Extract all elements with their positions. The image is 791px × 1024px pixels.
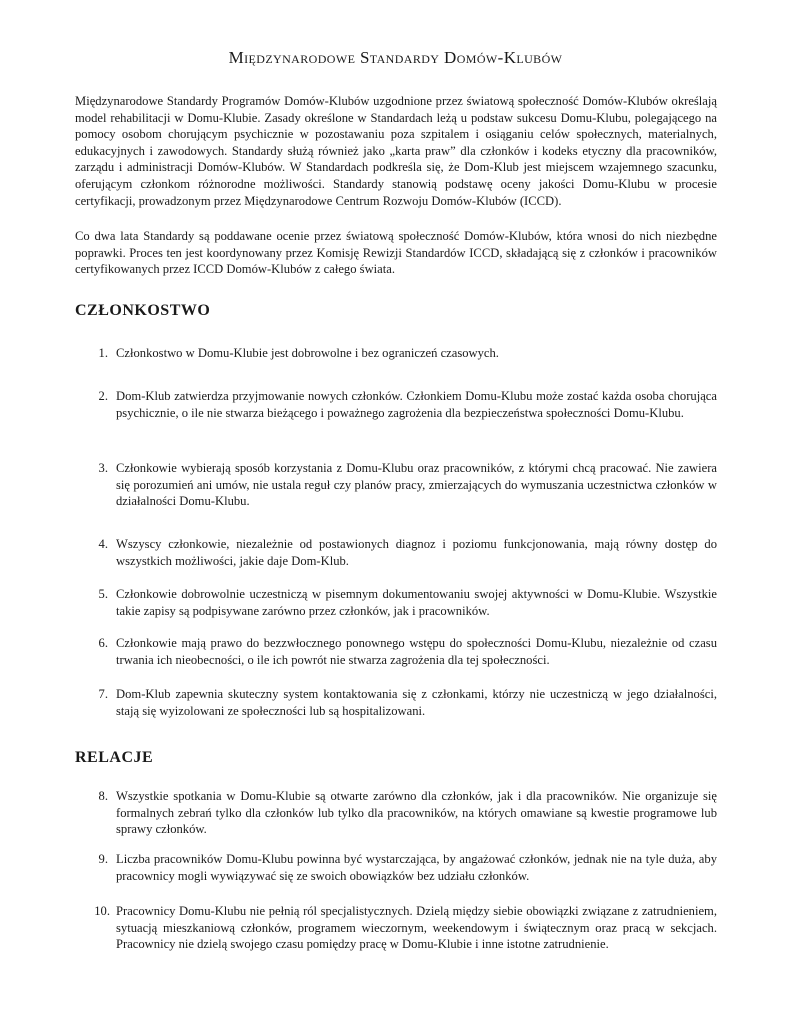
item-number: 9. (98, 852, 108, 866)
item-number: 3. (98, 461, 108, 475)
item-text: Członkowie wybierają sposób korzystania z Domu-Klubu oraz pracowników, z którymi chcą pracować. Nie zawiera się porozumień ani umów, nie ustala reguł czy planów pracy, zmierzających do wymuszania uczestnictwa członków w działalności Domu-Klubu. (116, 461, 717, 509)
item-text: Członkostwo w Domu-Klubie jest dobrowolne i bez ograniczeń czasowych. (116, 346, 499, 360)
item-number: 1. (98, 346, 108, 360)
item-text: Wszystkie spotkania w Domu-Klubie są otwarte zarówno dla członków, jak i dla pracowników. Nie organizuje się formalnych zebrań tylko dla członków lub tylko dla pracowników, na których omawiane są kwestie programowe lub sprawy członków. (116, 789, 717, 837)
item-text: Dom-Klub zatwierdza przyjmowanie nowych członków. Członkiem Domu-Klubu może zostać każda osoba chorująca psychicznie, o ile nie stwarza bieżącego i poważnego zagrożenia dla bezpieczeństwa społeczności Domu-Klubu. (116, 389, 717, 420)
standard-item-7 (95, 686, 717, 719)
standard-item-8 (95, 788, 717, 838)
item-number: 4. (98, 537, 108, 551)
item-number: 8. (98, 789, 108, 803)
standard-item-1 (95, 345, 717, 362)
item-text: Dom-Klub zapewnia skuteczny system kontaktowania się z członkami, którzy nie uczestniczą w jego działalności, stają się wyizolowani ze społeczności lub są hospitalizowani. (116, 687, 717, 718)
item-text: Pracownicy Domu-Klubu nie pełnią ról specjalistycznych. Dzielą między siebie obowiązki związane z zatrudnieniem, sytuacją mieszkaniową członków, programem wieczornym, weekendowym i świątecznym oraz pracą w sekcjach. Pracownicy nie dzielą swojego czasu pomiędzy pracę w Domu-Klubie i inne istotne zatrudnienie. (116, 904, 717, 952)
document-title: Międzynarodowe Standardy Domów-Klubów (228, 48, 563, 67)
standard-item-10 (95, 903, 717, 953)
item-number: 2. (98, 389, 108, 403)
item-text: Członkowie mają prawo do bezzwłocznego ponownego wstępu do społeczności Domu-Klubu, niezależnie od czasu trwania ich nieobecności, o ile ich powrót nie stwarza zagrożenia dla tej społeczności. (116, 636, 717, 667)
item-text: Członkowie dobrowolnie uczestniczą w pisemnym dokumentowaniu swojej aktywności w Domu-Klubie. Wszystkie takie zapisy są podpisywane zarówno przez członków, jak i pracowników. (116, 587, 717, 618)
item-number: 10. (94, 904, 110, 918)
section-heading-relations: RELACJE (75, 749, 154, 766)
item-number: 6. (98, 636, 108, 650)
standard-item-4 (95, 536, 717, 569)
standard-item-2 (95, 388, 717, 421)
item-text: Wszyscy członkowie, niezależnie od postawionych diagnoz i poziomu funkcjonowania, mają równy dostęp do wszystkich możliwości, jakie daje Dom-Klub. (116, 537, 717, 568)
section-heading-membership: CZŁONKOSTWO (75, 302, 211, 319)
item-text: Liczba pracowników Domu-Klubu powinna być wystarczająca, by angażować członków, jednak nie na tyle duża, aby pracownicy mogli wywiązywać się ze swoich obowiązków bez udziału członków. (116, 852, 717, 883)
standard-item-3 (95, 460, 717, 510)
intro-paragraph-1: Międzynarodowe Standardy Programów Domów-Klubów uzgodnione przez światową społeczność Domów-Klubów określają model rehabilitacji w Domu-Klubie. Zasady określone w Standardach leżą u podstaw sukcesu Domu-Klubu, polegającego na pomocy osobom chorującym psychicznie w pozostawaniu poza szpitalem i osiąganiu celów społecznych, materialnych, edukacyjnych i zawodowych. Standardy służą również jako „karta praw” dla członków i kodeks etyczny dla pracowników, zarządu i administracji Domów-Klubów. W Standardach podkreśla się, że Dom-Klub jest miejscem wzajemnego szacunku, oferującym członkom różnorodne możliwości. Standardy stanowią podstawę oceny jakości Domu-Klubu w procesie certyfikacji, prowadzonym przez Międzynarodowe Centrum Rozwoju Domów-Klubów (ICCD). (75, 94, 717, 208)
item-number: 5. (98, 587, 108, 601)
intro-paragraph-2: Co dwa lata Standardy są poddawane ocenie przez światową społeczność Domów-Klubów, która wnosi do nich niezbędne poprawki. Proces ten jest koordynowany przez Komisję Rewizji Standardów ICCD, składającą się z członków i pracowników certyfikowanych przez ICCD Domów-Klubów z całego świata. (75, 229, 717, 277)
standard-item-6 (95, 635, 717, 668)
item-number: 7. (98, 687, 108, 701)
standard-item-5 (95, 586, 717, 619)
standard-item-9 (95, 851, 717, 884)
